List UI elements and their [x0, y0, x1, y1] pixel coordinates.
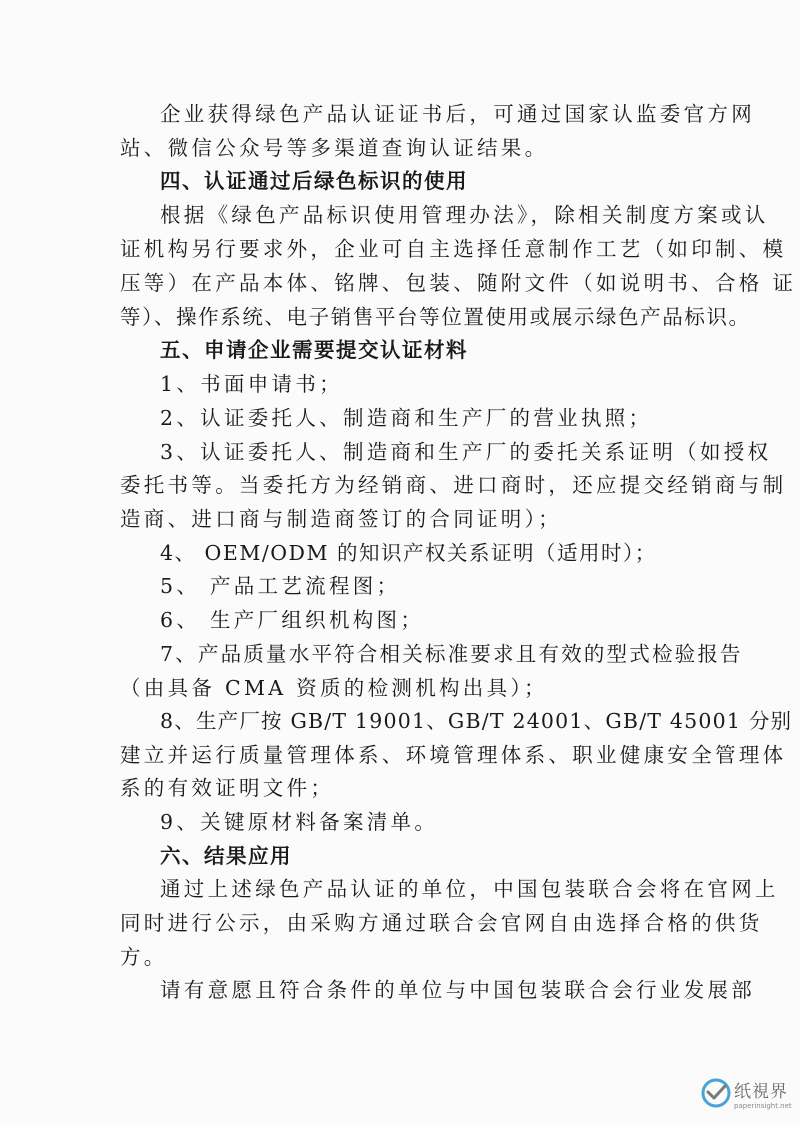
paragraph-line: 站、微信公众号等多渠道查询认证结果。 [120, 136, 549, 160]
list-item: 4、 OEM/ODM 的知识产权关系证明（适用时）； [160, 541, 657, 565]
paragraph-line: 企业获得绿色产品认证证书后，可通过国家认监委官方网 [160, 102, 755, 126]
paragraph-line: 方。 [120, 945, 168, 969]
list-item: 7、产品质量水平符合相关标准要求且有效的型式检验报告 [160, 642, 743, 666]
paragraph-line: 造商、进口商与制造商签订的合同证明）； [120, 507, 562, 531]
section-heading: 四、认证通过后绿色标识的使用 [160, 169, 468, 193]
paragraph-line: 压等）在产品本体、铭牌、包装、随附文件（如说明书、合格 证 [120, 271, 797, 295]
section-heading: 五、申请企业需要提交认证材料 [160, 338, 468, 362]
paragraph-line: 同时进行公示，由采购方通过联合会官网自由选择合格的供货 [120, 911, 763, 935]
paragraph-line: 请有意愿且符合条件的单位与中国包装联合会行业发展部 [160, 978, 755, 1002]
paperinsight-logo-icon [700, 1077, 732, 1109]
list-item: 9、关键原材料备案清单。 [160, 810, 439, 834]
paragraph-line: 建立并运行质量管理体系、环境管理体系、职业健康安全管理体 [120, 743, 787, 767]
watermark [698, 1075, 790, 1119]
list-item: 1、书面申请书； [160, 372, 343, 396]
watermark-url: paperinsight.net [734, 1102, 792, 1110]
paragraph-line: 等）、操作系统、电子销售平台等位置使用或展示绿色产品标识。 [120, 305, 751, 329]
list-item: 3、认证委托人、制造商和生产厂的委托关系证明（如授权 [160, 440, 772, 464]
watermark-title: 纸視界 [734, 1082, 788, 1102]
list-item: 5、 产品工艺流程图； [160, 574, 401, 598]
list-item: 8、生产厂按 GB/T 19001、GB/T 24001、GB/T 45001 分别 [160, 709, 793, 733]
paragraph-line: 证机构另行要求外，企业可自主选择任意制作工艺（如印制、模 [120, 237, 787, 261]
paragraph-line: 根据《绿色产品标识使用管理办法》，除相关制度方案或认 [160, 203, 769, 227]
paragraph-line: 通过上述绿色产品认证的单位，中国包装联合会将在官网上 [160, 877, 779, 901]
paragraph-line: 委托书等。当委托方为经销商、进口商时，还应提交经销商与制 [120, 473, 787, 497]
paragraph-line: 系的有效证明文件； [120, 776, 335, 800]
section-heading: 六、结果应用 [160, 844, 292, 868]
list-item: 2、认证委托人、制造商和生产厂的营业执照； [160, 406, 653, 430]
paragraph-line: （由具备 CMA 资质的检测机构出具）； [120, 676, 548, 700]
list-item: 6、 生产厂组织机构图； [160, 608, 425, 632]
